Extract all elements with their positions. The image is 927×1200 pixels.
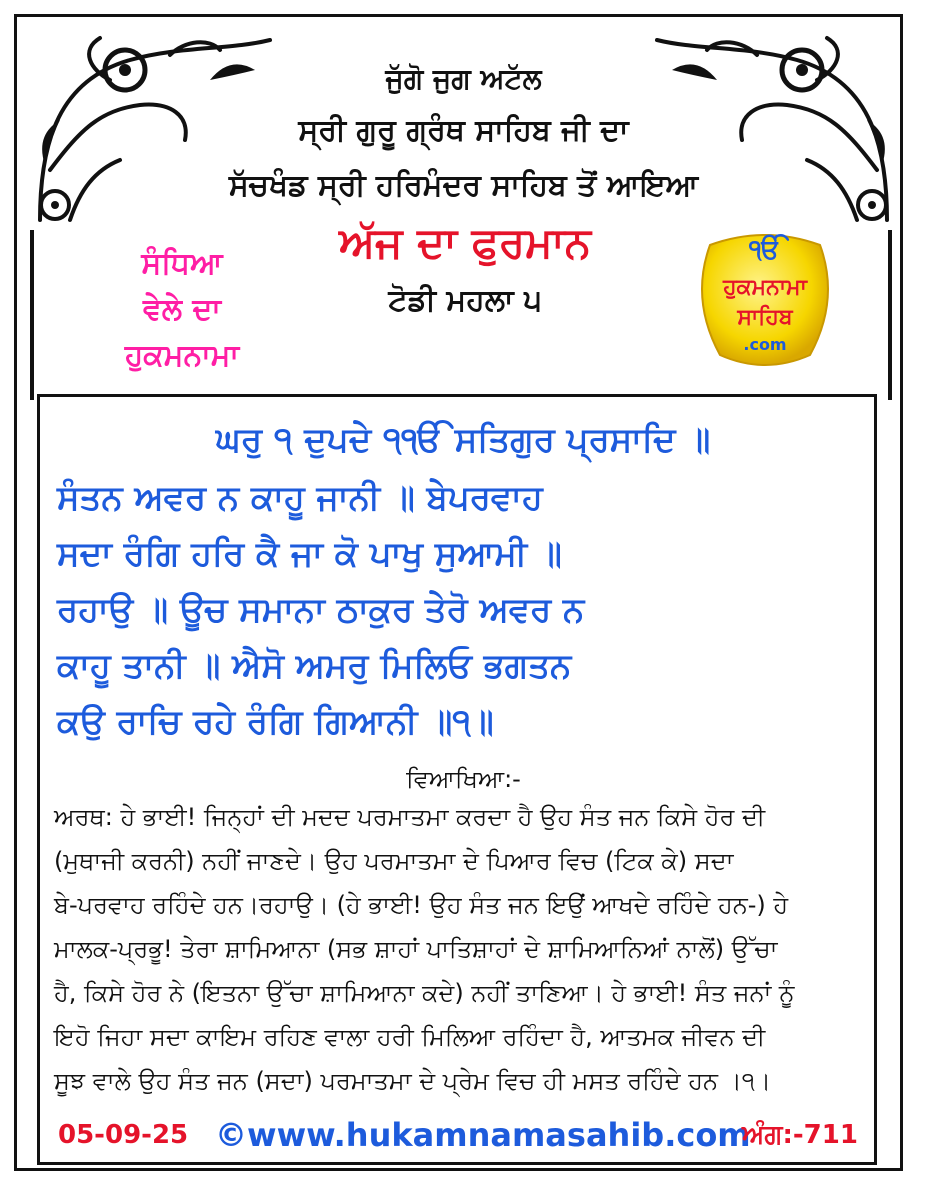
gurbani-line-6: ਕਉ ਰਾਚਿ ਰਹੇ ਰੰਗਿ ਗਿਆਨੀ ॥੧॥ (57, 702, 494, 742)
logo-text-3: .com (743, 335, 787, 354)
meaning-line-2: (ਮੁਥਾਜੀ ਕਰਨੀ) ਨਹੀਂ ਜਾਣਦੇ। ਉਹ ਪਰਮਾਤਮਾ ਦੇ ਪਿਆਰ ਵਿਚ (ਟਿਕ ਕੇ) ਸਦਾ (54, 847, 734, 875)
right-border-line (888, 230, 892, 400)
meaning-line-3: ਬੇ-ਪਰਵਾਹ ਰਹਿੰਦੇ ਹਨ।ਰਹਾਉ। (ਹੇ ਭਾਈ! ਉਹ ਸੰਤ ਜਨ ਇਉਂ ਆਖਦੇ ਰਹਿੰਦੇ ਹਨ-) ਹੇ (54, 891, 789, 919)
footer-date: 05-09-25 (58, 1120, 189, 1150)
footer-website-link[interactable]: ©www.hukamnamasahib.com (215, 1116, 751, 1154)
meaning-line-1: ਅਰਥ: ਹੇ ਭਾਈ! ਜਿਨ੍ਹਾਂ ਦੀ ਮਦਦ ਪਰਮਾਤਮਾ ਕਰਦਾ ਹੈ ਉਹ ਸੰਤ ਜਨ ਕਿਸੇ ਹੋਰ ਦੀ (54, 803, 766, 831)
side-label-line-1: ਸੰਧਿਆ (141, 246, 223, 281)
meaning-line-4: ਮਾਲਕ-ਪ੍ਰਭੂ! ਤੇਰਾ ਸ਼ਾਮਿਆਨਾ (ਸਭ ਸ਼ਾਹਾਂ ਪਾਤਿਸ਼ਾਹਾਂ ਦੇ ਸ਼ਾਮਿਆਨਿਆਂ ਨਾਲੋਂ) ਉੱਚਾ (54, 935, 778, 963)
side-label-line-2: ਵੇਲੇ ਦਾ (143, 292, 221, 327)
logo-text-2: ਸਾਹਿਬ (737, 305, 793, 330)
page-subtitle: ਟੋਡੀ ਮਹਲਾ ੫ (388, 283, 542, 318)
meaning-line-7: ਸੂਝ ਵਾਲੇ ਉਹ ਸੰਤ ਜਨ (ਸਦਾ) ਪਰਮਾਤਮਾ ਦੇ ਪ੍ਰੇਮ ਵਿਚ ਹੀ ਮਸਤ ਰਹਿੰਦੇ ਹਨ ।੧। (54, 1067, 772, 1095)
logo-text-1: ਹੁਕਮਨਾਮਾ (723, 275, 807, 300)
header-line-1: ਜੁੱਗੋ ਜੁਗ ਅਟੱਲ (385, 62, 542, 95)
gurbani-line-3: ਸਦਾ ਰੰਗਿ ਹਰਿ ਕੈ ਜਾ ਕੋ ਪਾਖੁ ਸੁਆਮੀ ॥ (57, 534, 562, 574)
meaning-line-5: ਹੈ, ਕਿਸੇ ਹੋਰ ਨੇ (ਇਤਨਾ ਉੱਚਾ ਸ਼ਾਮਿਆਨਾ ਕਦੇ) ਨਹੀਂ ਤਾਣਿਆ। ਹੇ ਭਾਈ! ਸੰਤ ਜਨਾਂ ਨੂੰ (54, 979, 795, 1007)
site-logo (690, 225, 840, 375)
explanation-label: ਵਿਆਖਿਆ:- (406, 765, 521, 793)
footer-ang: ਅੰਗ:-711 (742, 1120, 858, 1150)
gurbani-line-1: ਘਰੁ ੧ ਦੁਪਦੇ ੧ੴ ਸਤਿਗੁਰ ਪ੍ਰਸਾਦਿ ॥ (215, 420, 711, 460)
gurbani-line-2: ਸੰਤਨ ਅਵਰ ਨ ਕਾਹੂ ਜਾਨੀ ॥ ਬੇਪਰਵਾਹ (57, 478, 543, 518)
page-title: ਅੱਜ ਦਾ ਫੁਰਮਾਨ (339, 218, 591, 267)
header-line-3: ਸੱਚਖੰਡ ਸ੍ਰੀ ਹਰਿਮੰਦਰ ਸਾਹਿਬ ਤੋਂ ਆਇਆ (228, 168, 699, 203)
logo-symbol: ੴ (749, 235, 781, 265)
header-line-2: ਸ੍ਰੀ ਗੁਰੂ ਗ੍ਰੰਥ ਸਾਹਿਬ ਜੀ ਦਾ (298, 113, 629, 148)
left-border-line (30, 230, 34, 400)
gurbani-line-5: ਕਾਹੂ ਤਾਨੀ ॥ ਐਸੋ ਅਮਰੁ ਮਿਲਿਓ ਭਗਤਨ (57, 646, 572, 686)
gurbani-line-4: ਰਹਾਉ ॥ ਊਚ ਸਮਾਨਾ ਠਾਕੁਰ ਤੇਰੋ ਅਵਰ ਨ (57, 590, 585, 630)
meaning-line-6: ਇਹੋ ਜਿਹਾ ਸਦਾ ਕਾਇਮ ਰਹਿਣ ਵਾਲਾ ਹਰੀ ਮਿਲਿਆ ਰਹਿੰਦਾ ਹੈ, ਆਤਮਕ ਜੀਵਨ ਦੀ (54, 1023, 766, 1051)
side-label-line-3: ਹੁਕਮਨਾਮਾ (124, 338, 240, 373)
